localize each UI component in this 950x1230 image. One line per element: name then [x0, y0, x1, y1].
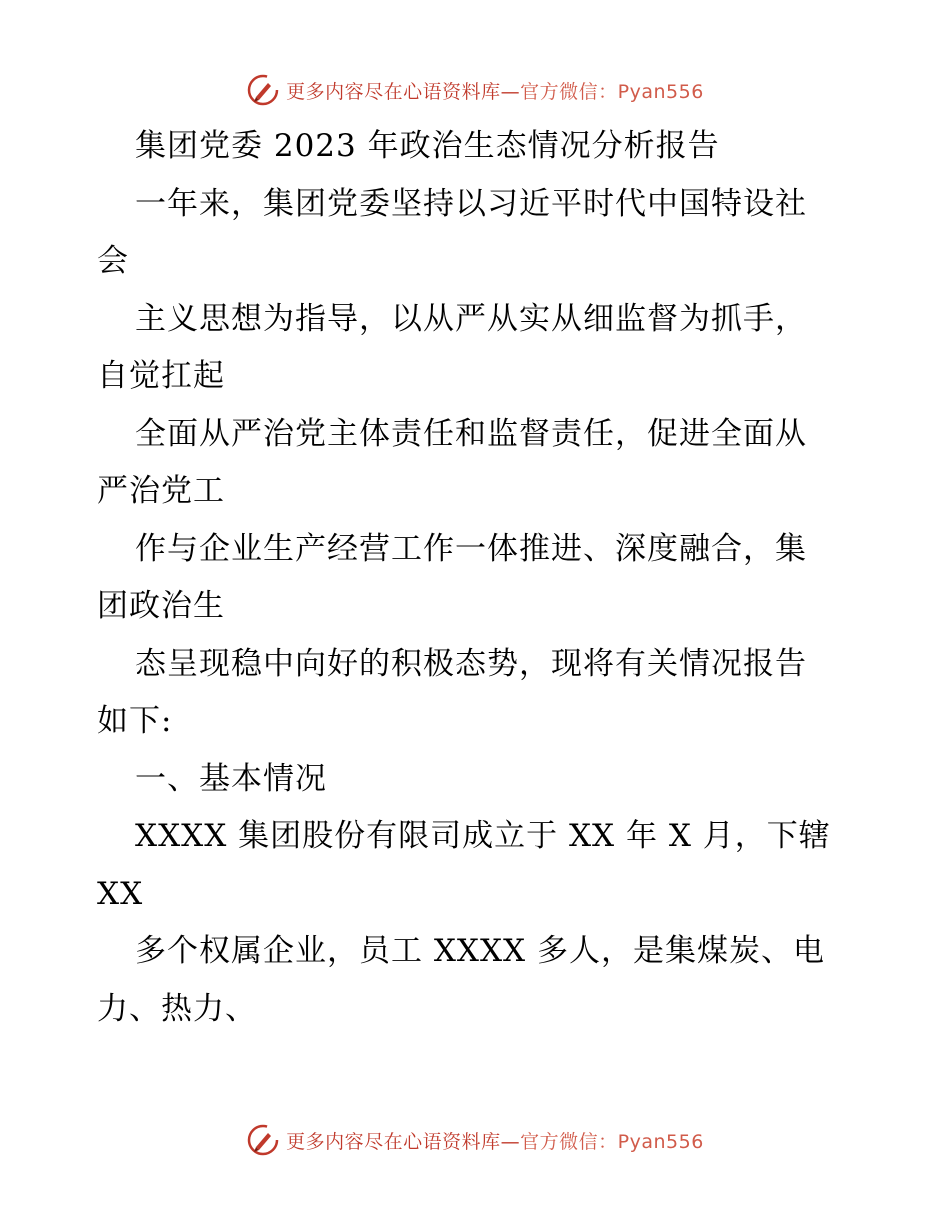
paragraph-line: 作与企业生产经营工作一体推进、深度融合，集: [135, 530, 807, 567]
banner-title: 更多内容尽在心语资料库: [286, 80, 501, 103]
paragraph-line: 自觉扛起: [97, 358, 225, 394]
document-body: [97, 118, 857, 1038]
paragraph-line: 严治党工: [97, 473, 225, 509]
paragraph-line: 一年来，集团党委坚持以习近平时代中国特设社: [135, 185, 807, 222]
footer-banner: [0, 1120, 950, 1160]
paragraph-line: 力、热力、: [97, 990, 257, 1027]
paragraph-line: 主义思想为指导，以从严从实从细监督为抓手，: [135, 300, 807, 337]
paragraph-line: 多个权属企业，员工 XXXX 多人，是集煤炭、电: [135, 933, 825, 969]
paragraph-line: 态呈现稳中向好的积极态势，现将有关情况报告: [135, 645, 807, 682]
paragraph-line: 团政治生: [97, 588, 225, 624]
banner-title: 更多内容尽在心语资料库: [286, 1130, 501, 1153]
paragraph-line: 全面从严治党主体责任和监督责任，促进全面从: [135, 415, 807, 452]
document-title: 集团党委 2023 年政治生态情况分析报告: [135, 128, 720, 164]
header-banner: [0, 70, 950, 110]
pen-logo-icon: [246, 73, 280, 107]
pen-logo-icon: [246, 1123, 280, 1157]
banner-wechat: 官方微信：Pyan556: [520, 80, 704, 103]
paragraph-line: XX: [97, 875, 144, 912]
banner-separator: —: [500, 80, 521, 103]
banner-wechat: 官方微信：Pyan556: [520, 1130, 704, 1153]
section-heading: 一、基本情况: [135, 760, 327, 797]
banner-text: [286, 77, 704, 104]
banner-separator: —: [500, 1130, 521, 1153]
paragraph-line: 会: [97, 243, 129, 279]
paragraph-line: XXXX 集团股份有限司成立于 XX 年 X 月，下辖: [135, 818, 831, 854]
paragraph-line: 如下:: [97, 703, 173, 739]
banner-text: [286, 1127, 704, 1154]
